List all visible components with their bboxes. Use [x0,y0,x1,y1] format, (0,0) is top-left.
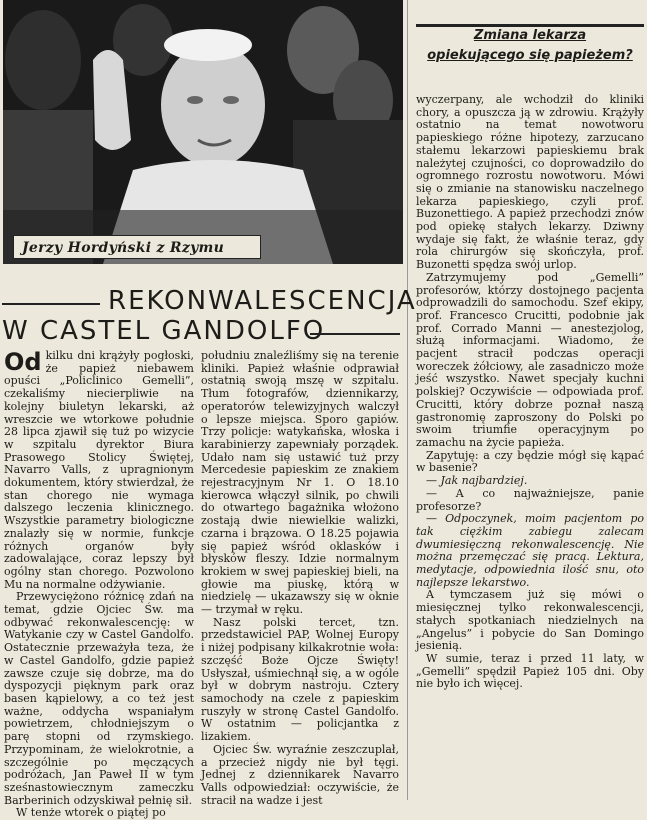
col1-paragraph-1: Od kilku dni krążyły pogłoski, że papież niebawem opuści „Policlinico Gemelli”, czekaliśmy niecierpliwie na kolejny biuletyn lekarski, aż wreszcie we wtorkowe południe 28 lipca zjawił się tuż po wizycie w szpitalu dyrektor Biura Prasowego Stolicy Świętej, Navarro Valls, z upragnionym dokumentem, który stwierdzał, że stan chorego nie wymaga dalszego leczenia klinicznego. Wszystkie parametry biologiczne znalazły się w normie, funkcje różnych organów były zadowalające, coraz lepszy był ogólny stan chorego. Pozwolono Mu na normalne odżywianie. [4,348,194,591]
col3-paragraph-8: W sumie, teraz i przed 11 laty, w „Gemelli” spędził Papież 105 dni. Oby nie było ich więcej. [416,651,644,691]
col2-paragraph-1: południu znaleźliśmy się na terenie kliniki. Papież właśnie odprawiał ostatnią swoją mszę w szpitalu. Tłum fotografów, dziennikarzy, operatorów telewizyjnych walczył o lepsze miejsca. Sporo gapiów. Trzy policje: watykańska, włoska i karabinierzy zapewniały porządek. Udało nam się ustawić tuż przy Mercedesie papieskim ze znakiem rejestracyjnym Nr 1. O 18.10 kierowca włączył silnik, po chwili do otwartego bagażnika włożono zostają dwie niewielkie walizki, czarna i brązowa. O 18.25 pojawia się papież wśród oklasków i błysków fleszy. Idzie normalnym krokiem w swej papieskiej bieli, na głowie ma piuskę, którą w niedzielę — ukazawszy się w oknie — trzymał w ręku. [201,349,399,617]
col3-paragraph-1: wyczerpany, ale wchodził do kliniki chory, a opuszcza ją w zdrowiu. Krążyły ostatnio na temat nowotworu papieskiego różne hipotezy, zarzucano stałemu lekarzowi papieskiemu brak należytej czujności, co doprowadziło do ogromnego rozrostu nowotworu. Mówi się o zmianie na stanowisku naczelnego lekarza papieskiego, czyli prof. Buzonettiego. A papież przechodzi znów pod opiekę stałych lekarzy. Dziwny wydaje się fakt, że właśnie teraz, gdy rola chirurgów się skończyła, prof. Buzonetti spędza swój urlop. [416,93,644,272]
col2-paragraph-2: Nasz polski tercet, tzn. przedstawiciel PAP, Wolnej Europy i niżej podpisany kilkakrotnie woła: szczęść Boże Ojcze Święty! Usłyszał, uśmiechnął się, a w ogóle był w dobrym nastroju. Cztery samochody na czele z papieskim ruszyły w stronę Castel Gandolfo. W ostatnim — policjantka z lizakiem. [201,615,399,744]
col1-paragraph-2: Przewyciężono różnicę zdań na temat, gdzie Ojciec Św. ma odbywać rekonwalescencję: w Watykanie czy w Castel Gandolfo. Ostatecznie przeważyła teza, że w Castel Gandolfo, gdzie papież zawsze czuje się dobrze, ma do dyspozycji pięknym park oraz basen kąpielowy, a co też jest ważne, oddycha wspaniałym powietrzem, chłodniejszym o parę stopni od rzymskiego. Przypominam, że wielokrotnie, a szczególnie po męczących podróżach, Jan Paweł II w tym sześnastowiecznym zameczku Barberinich odzyskiwał pełnię sił. [4,590,194,807]
headline-line-2: W CASTEL GANDOLFO [2,316,326,346]
article-column-3 [416,94,644,691]
article-column-2 [201,350,399,807]
headline-line-1: REKONWALESCENCJA [108,286,417,316]
col3-paragraph-7: A tymczasem już się mówi o miesięcznej tylko rekonwalescencji, stałych spotkaniach niedzielnych na „Angelus” i pobycie do San Domingo jesienią. [416,588,644,653]
sidebar-headline [416,26,644,84]
sidebar-headline-line-1: Zmiana lekarza [473,28,587,43]
sidebar-headline-line-2: opiekującego się papieżem? [427,48,633,63]
pope-photo [3,0,403,264]
photo-byline: Jerzy Hordyński z Rzymu [13,235,261,259]
col2-paragraph-3: Ojciec Św. wyraźnie zeszczuplał, a przecież nigdy nie był tęgi. Jednej z dziennikarek Navarro Valls odpowiedział: oczywiście, że stracił na wadze i jest [201,742,399,807]
article-headline [0,286,417,346]
col3-paragraph-6: — Odpoczynek, moim pacjentom po tak ciężkim zabiegu zalecam dwumiesięczną rekonwalescencję. Nie można przemęczać się pracą. Lektura, medytacje, odpowiednia ilość snu, oto najlepsze lekarstwo. [416,512,644,589]
col3-paragraph-4: — Jak najbardziej. [426,474,528,488]
col1-paragraph-3: W tenże wtorek o piątej po [16,806,166,820]
sidebar-top-rule [416,24,644,27]
article-column-1 [4,350,194,820]
dropcap: Od [4,348,42,376]
photo-image [3,0,403,264]
col3-paragraph-3: Zapytuję: a czy będzie mógł się kąpać w basenie? [416,448,644,475]
headline-rule-right [310,333,400,335]
col3-paragraph-2: Zatrzymujemy pod „Gemelli” profesorów, którzy dostojnego pacjenta odprowadzili do samochodu. Szef ekipy, prof. Francesco Crucitti, podobnie jak prof. Corrado Manni — anestezjolog, służą informacjami. Wiadomo, że pacjent stracił podczas operacji woreczek żółciowy, ale zasadniczo może jeść wszystko. Nawet specjały kuchni polskiej? Oczywiście — odpowiada prof. Crucitti, który dobrze poznał naszą gastronomię zaproszony do Polski po swoim triumfie operacyjnym po zamachu na życie papieża. [416,270,644,449]
column-divider [407,0,408,800]
headline-rule-left [2,303,100,305]
col3-paragraph-5: — A co najważniejsze, panie profesorze? [416,486,644,513]
